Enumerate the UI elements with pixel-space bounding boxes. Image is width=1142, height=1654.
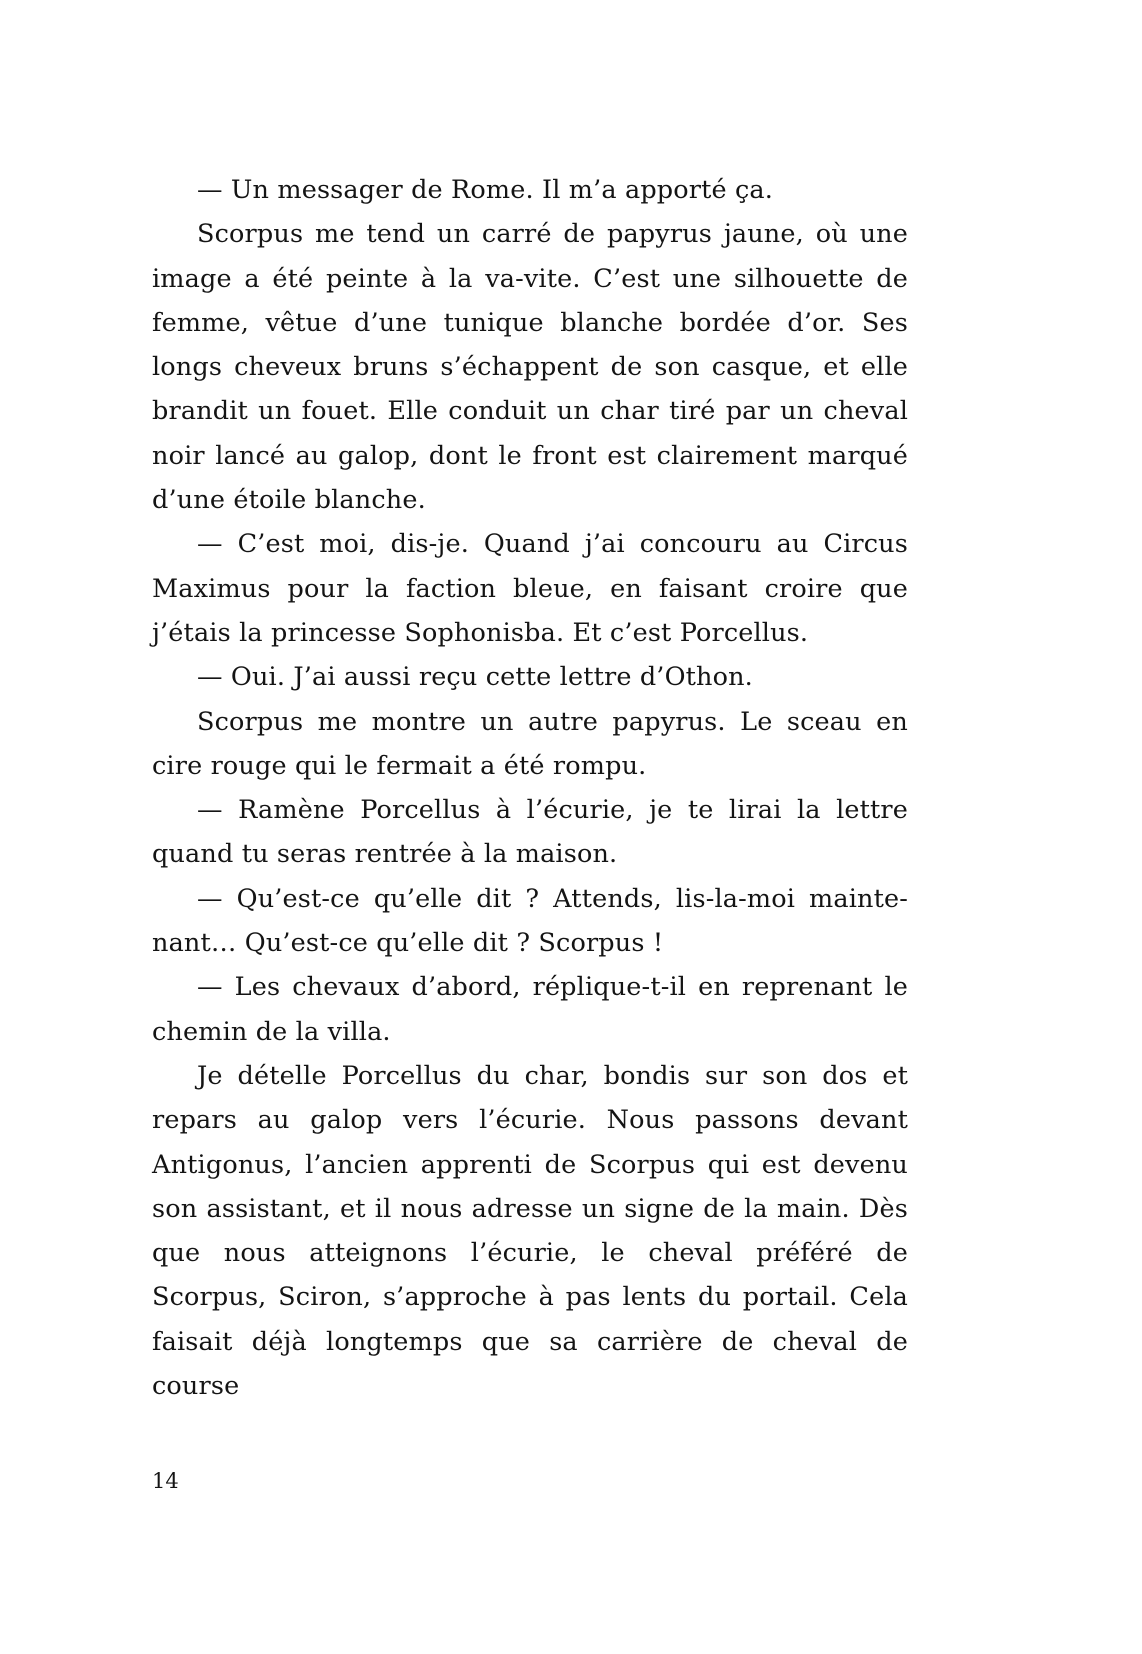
paragraph: Je dételle Porcellus du char, bondis sur son dos et repars au galop vers l’écurie. Nous passons devant Antigonus, l’ancien apprenti de Scorpus qui est devenu son assistant, et il nous adresse un signe de la main. Dès que nous atteignons l’écurie, le cheval préféré de Scorpus, Sciron, s’approche à pas lents du portail. Cela faisait déjà longtemps que sa carrière de cheval de course bbox=[152, 1060, 908, 1402]
paragraph: — Ramène Porcellus à l’écurie, je te lirai la lettre quand tu seras rentrée à la maison. bbox=[152, 795, 908, 870]
paragraph: — Les chevaux d’abord, réplique-t-il en reprenant le chemin de la villa. bbox=[152, 972, 908, 1047]
paragraph: — Un messager de Rome. Il m’a apporté ça. bbox=[197, 175, 774, 205]
paragraph: Scorpus me tend un carré de papyrus jaune, où une image a été peinte à la va-vite. C’est une silhouette de femme, vêtue d’une tunique blanche bordée d’or. Ses longs cheveux bruns s’échappent de son casque, et elle brandit un fouet. Elle conduit un char tiré par un cheval noir lancé au galop, dont le front est clairement marqué d’une étoile blanche. bbox=[152, 219, 908, 516]
paragraph: — Qu’est-ce qu’elle dit ? Attends, lis-la-moi mainte-nant… Qu’est-ce qu’elle dit ? Scorpus ! bbox=[152, 883, 908, 959]
paragraph: Scorpus me montre un autre papyrus. Le sceau en cire rouge qui le fermait a été rompu. bbox=[152, 706, 908, 781]
body-text-column bbox=[152, 168, 908, 1408]
paragraph: — C’est moi, dis-je. Quand j’ai concouru au Circus Maximus pour la faction bleue, en faisant croire que j’étais la princesse Sophonisba. Et c’est Porcellus. bbox=[152, 529, 908, 648]
paragraph: — Oui. J’ai aussi reçu cette lettre d’Othon. bbox=[197, 662, 753, 693]
page-number: 14 bbox=[152, 1469, 179, 1493]
